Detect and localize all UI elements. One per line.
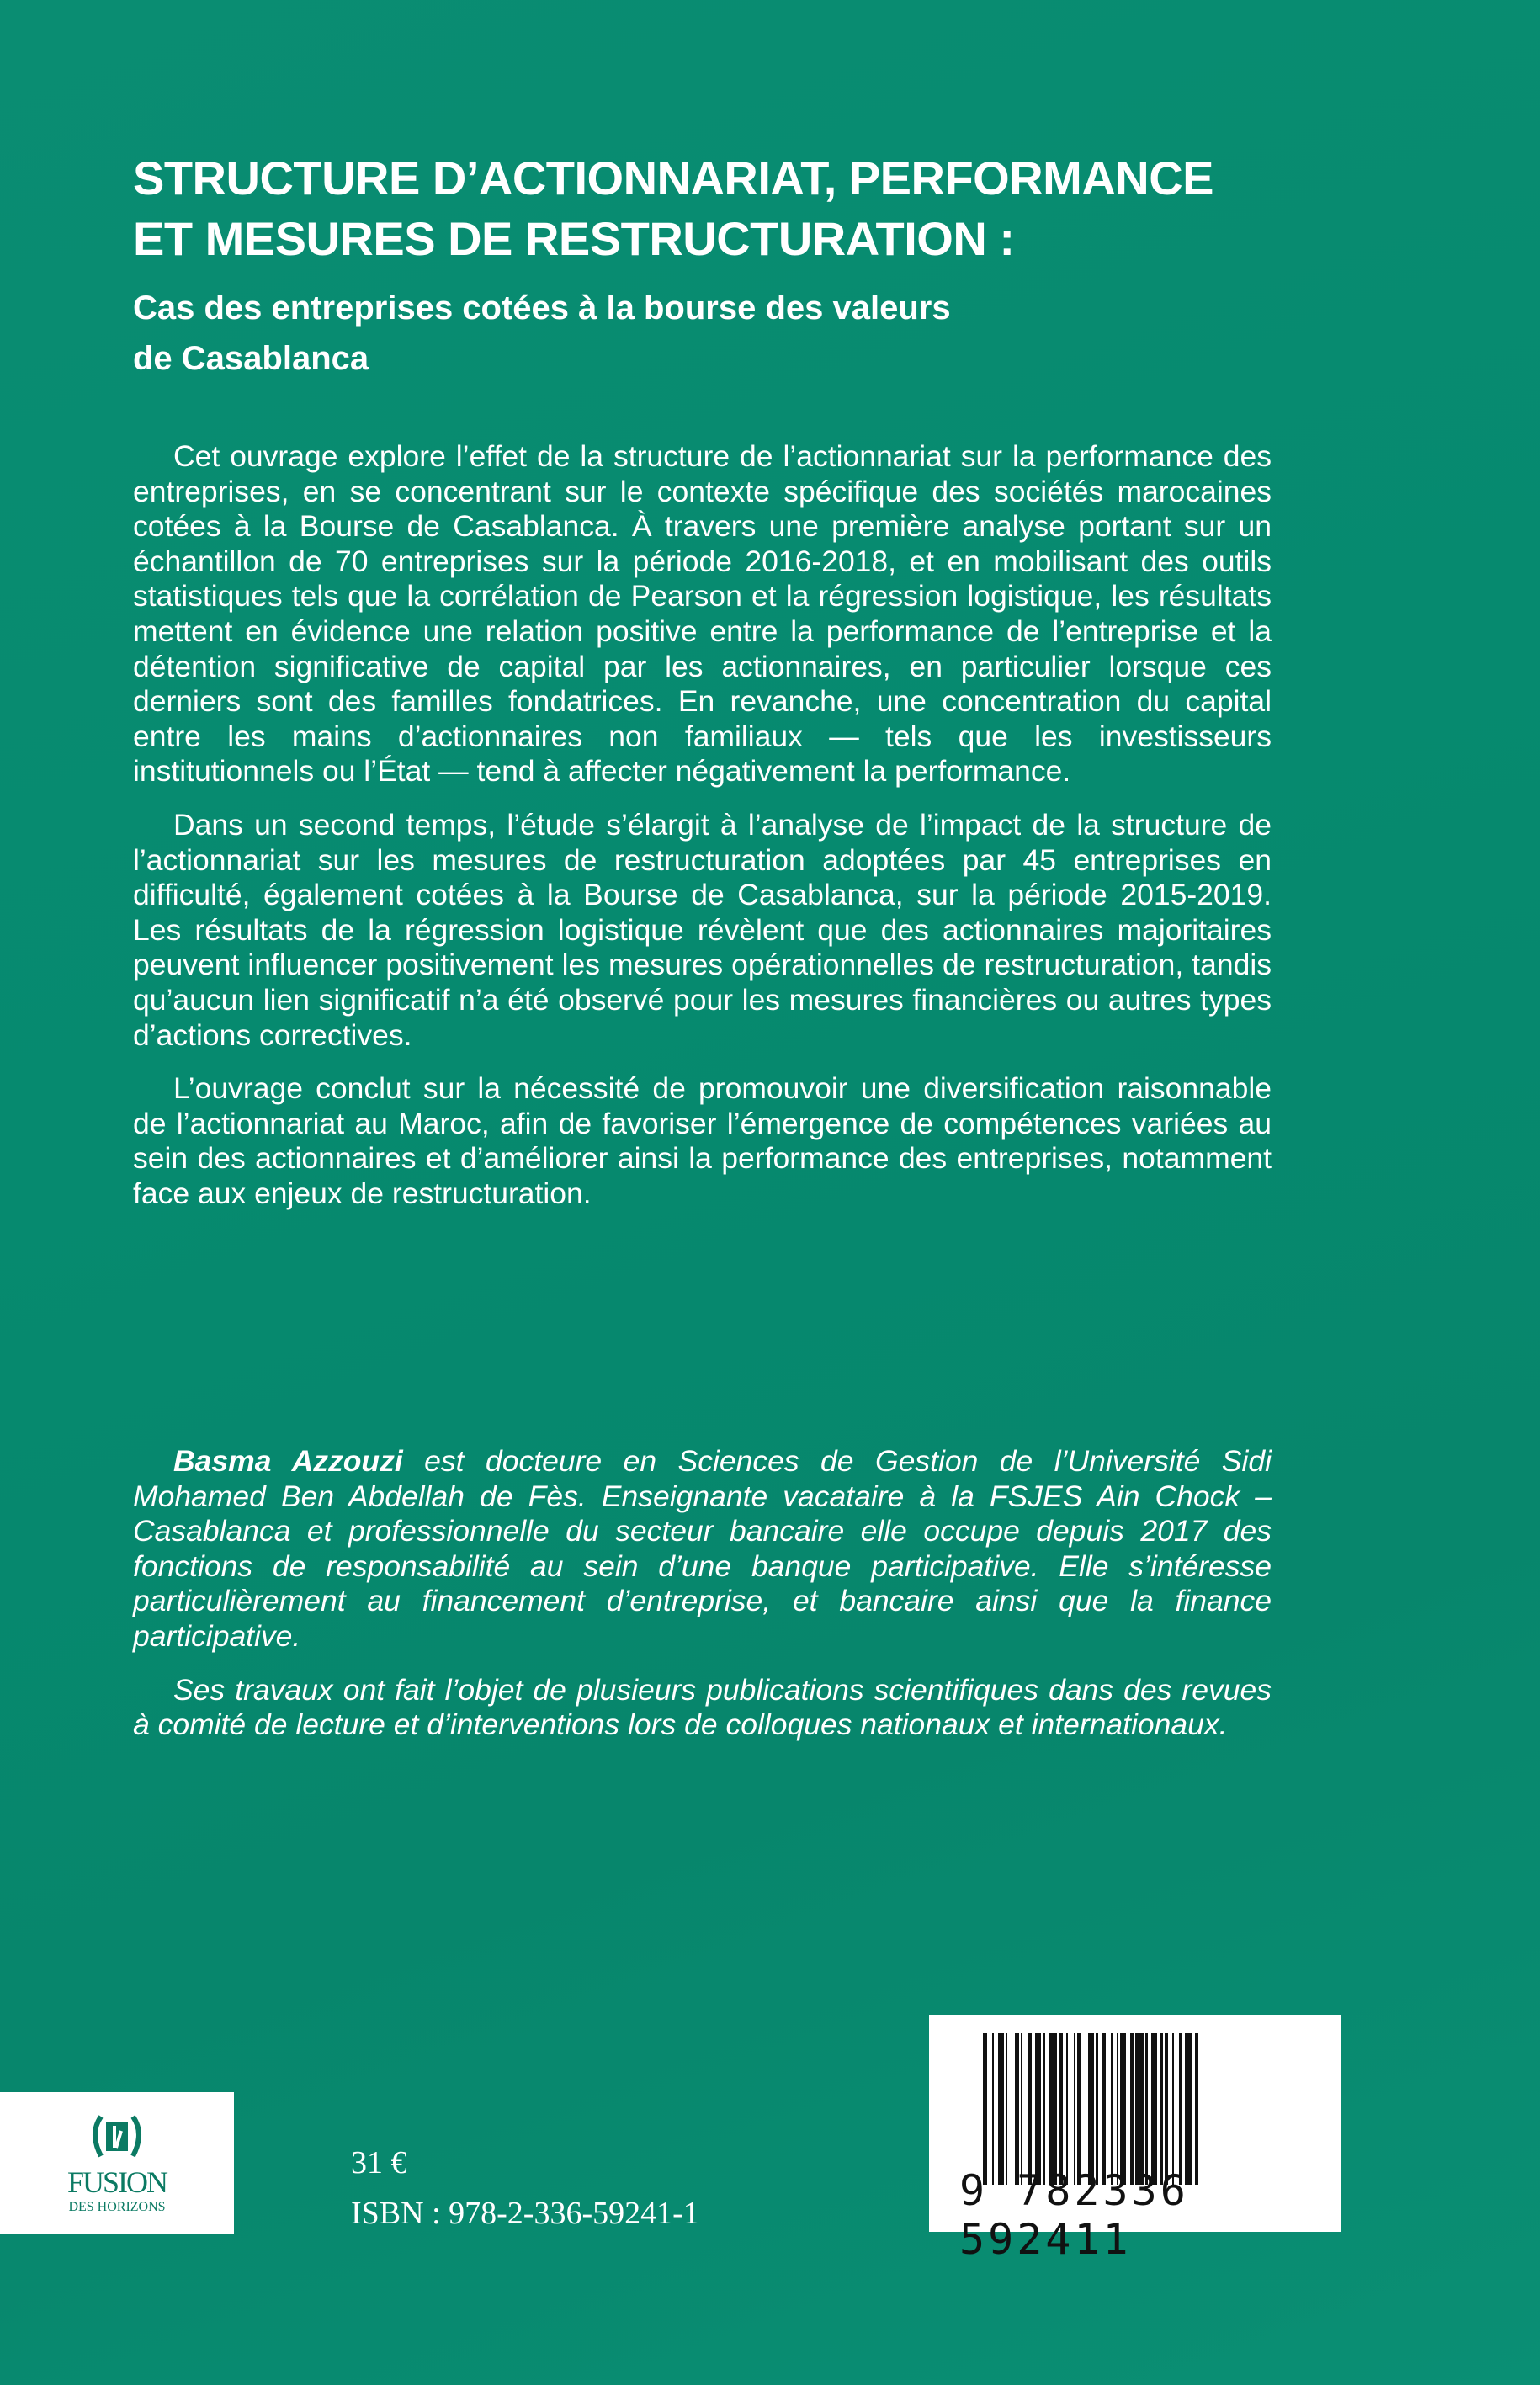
barcode-bar — [1120, 2033, 1126, 2185]
author-bio — [133, 1444, 1272, 1655]
book-title — [133, 148, 1311, 269]
author-works: Ses travaux ont fait l’objet de plusieurs publications scientifiques dans des revues à comité de lecture et d’interventions lors de colloques nationaux et internationaux. — [133, 1672, 1272, 1742]
publisher-subname: DES HORIZONS — [68, 2200, 166, 2214]
barcode-bar — [1007, 2033, 1014, 2185]
isbn: ISBN : 978-2-336-59241-1 — [351, 2196, 699, 2231]
publisher-name: FUSION — [66, 2165, 167, 2199]
author-section — [133, 1444, 1272, 1761]
author-bio-text: est docteure en Sciences de Gestion de l’Université Sidi Mohamed Ben Abdellah de Fès. Enseignante vacataire à la FSJES Ain Chock – Casablanca et professionnelle du secteur bancaire elle occupe depuis 2017 des fonctions de responsabilité au sein d’une banque participative. Elle s’intéresse particulièrement au financement d’entreprise, et bancaire ainsi que la finance participative. — [133, 1444, 1272, 1653]
barcode-bar — [1135, 2033, 1144, 2185]
barcode-bar — [1185, 2033, 1193, 2185]
barcode-bar — [1035, 2033, 1041, 2185]
subtitle-line-1: Cas des entreprises cotées à la bourse des valeurs — [133, 289, 951, 327]
barcode-number: 9 782336 592411 — [959, 2166, 1189, 2264]
laurel-logo-icon — [84, 2112, 150, 2163]
barcode-bar — [1081, 2033, 1088, 2185]
summary — [133, 439, 1272, 1230]
summary-paragraph-3: L’ouvrage conclut sur la nécessité de promouvoir une diversification raisonnable de l’actionnariat au Maroc, afin de favoriser l’émergence de compétences variées au sein des actionnaires et d’améliorer ainsi la performance des entreprises, notamment face aux enjeux de restructuration. — [133, 1071, 1272, 1210]
barcode-bar — [1151, 2033, 1157, 2185]
barcode-bar — [1088, 2033, 1094, 2185]
summary-paragraph-1: Cet ouvrage explore l’effet de la structure de l’actionnariat sur la performance des entreprises, en se concentrant sur le contexte spécifique des sociétés marocaines cotées à la Bourse de Casablanca. À travers une première analyse portant sur un échantillon de 70 entreprises sur la période 2016-2018, et en mobilisant des outils statistiques tels que la corrélation de Pearson et la régression logistique, les résultats mettent en évidence une relation positive entre la performance de l’entreprise et la détention significative de capital par les actionnaires, en particulier lorsque ces derniers sont des familles fondatrices. En revanche, une concentration du capital entre les mains d’actionnaires non familiaux — tels que les investisseurs institutionnels ou l’État — tend à affecter négativement la performance. — [133, 439, 1272, 789]
barcode-bar — [998, 2033, 1004, 2185]
author-name: Basma Azzouzi — [173, 1444, 403, 1478]
price: 31 € — [351, 2145, 407, 2180]
publisher-logo — [0, 2092, 234, 2234]
title-line-1: STRUCTURE D’ACTIONNARIAT, PERFORMANCE — [133, 151, 1213, 205]
title-line-2: ET MESURES DE RESTRUCTURATION : — [133, 212, 1015, 265]
barcode-bars — [983, 2033, 1200, 2185]
barcode — [929, 2015, 1341, 2264]
barcode-bar — [1049, 2033, 1057, 2185]
barcode-bar — [1198, 2033, 1200, 2185]
summary-paragraph-2: Dans un second temps, l’étude s’élargit à l’analyse de l’impact de la structure de l’actionnariat sur les mesures de restructuration adoptées par 45 entreprises en difficulté, également cotées à la Bourse de Casablanca, sur la période 2015-2019. Les résultats de la régression logistique révèlent que des actionnaires majoritaires peuvent influencer positivement les mesures opérationnelles de restructuration, tandis qu’aucun lien significatif n’a été observé pour les mesures financières ou autres types d’actions correctives. — [133, 807, 1272, 1052]
subtitle-line-2: de Casablanca — [133, 340, 369, 377]
book-subtitle — [133, 283, 1227, 384]
